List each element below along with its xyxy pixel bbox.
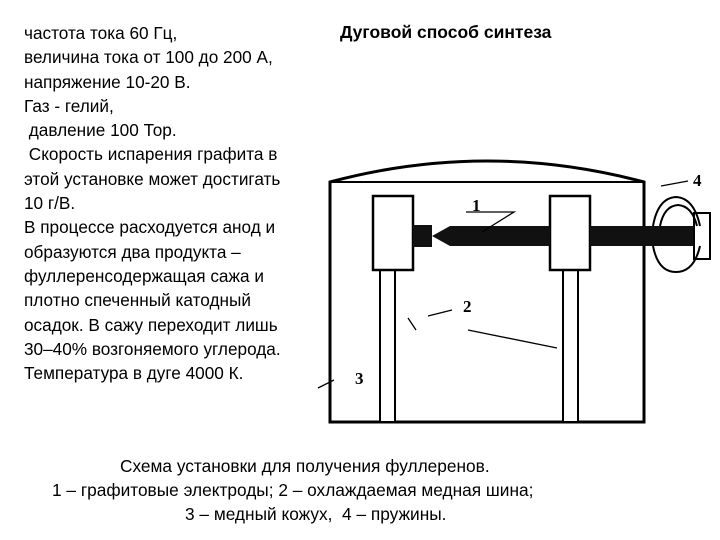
desc-line: Температура в дуге 4000 К. [24,363,244,384]
caption-line-1: Схема установки для получения фуллеренов. [120,456,490,476]
desc-line: 10 г/В. [24,193,76,214]
desc-line: напряжение 10-20 В. [24,71,191,92]
page-title: Дуговой способ синтеза [340,22,552,42]
electrode-holder-left [373,196,413,270]
desc-line: частота тока 60 Гц, [24,23,178,43]
caption-line-2: 1 – графитовые электроды; 2 – охлаждаемая медная шина; [52,480,534,500]
cathode-electrode [413,225,432,247]
rod-end-cap [694,213,710,259]
copper-bus-left [380,266,395,422]
label-bus: 2 [463,297,472,316]
copper-bus-right [563,266,578,422]
desc-line: 30–40% возгоняемого углерода. [24,338,281,359]
desc-line: величина тока от 100 до 200 А, [24,47,273,68]
desc-line: этой установке может достигать [24,168,281,189]
desc-line: образуются два продукта – [24,241,241,262]
anode-electrode [432,226,550,246]
desc-line: Скорость испарения графита в [24,144,278,165]
desc-line: осадок. В сажу переходит лишь [24,314,278,335]
desc-line: фуллеренсодержащая сажа и [24,265,264,286]
anode-rod [590,226,694,246]
desc-line: В процессе расходуется анод и [24,217,276,238]
desc-line: плотно спеченный катодный [24,290,251,311]
label-electrodes: 1 [472,196,481,215]
label-casing: 3 [355,369,364,388]
leader-line-4 [661,181,688,186]
desc-line: давление 100 Тор. [24,120,177,141]
label-springs: 4 [693,171,702,190]
caption-line-3: 3 – медный кожух, 4 – пружины. [185,504,447,524]
desc-line: Газ - гелий, [24,95,114,116]
electrode-holder-right [550,196,590,270]
